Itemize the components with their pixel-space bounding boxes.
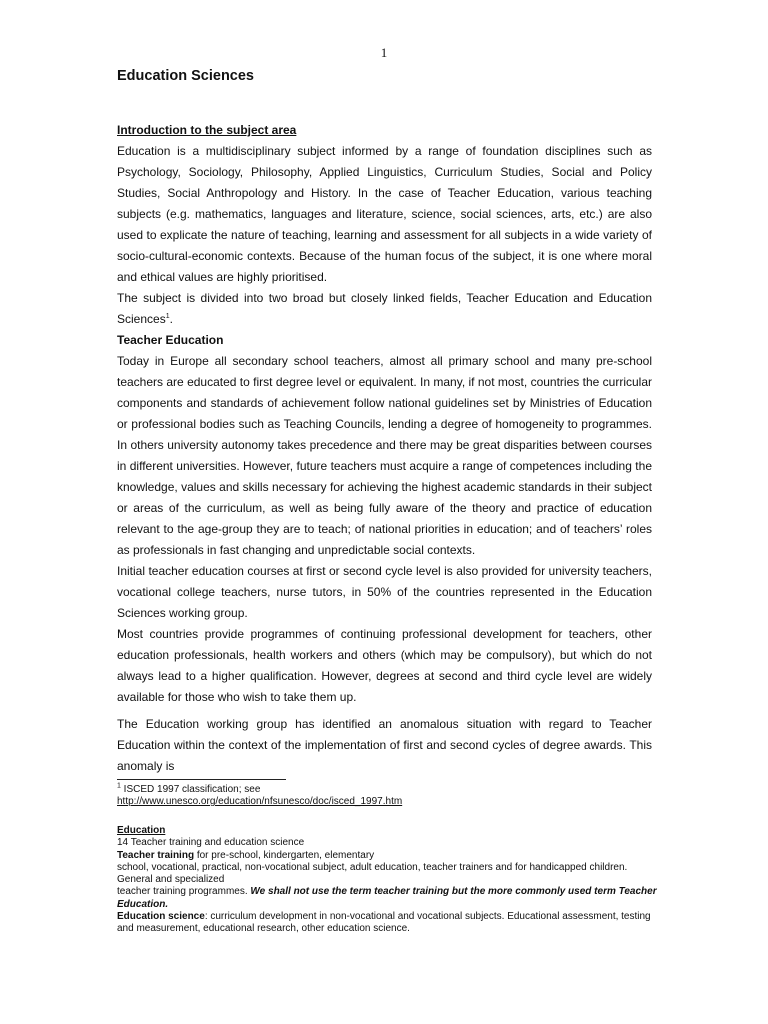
teacher-education-paragraph-2: Initial teacher education courses at first or second cycle level is also provided for university teachers, vocational college teachers, nurse tutors, in 50% of the countries represented in the Education Sciences working group. [117,564,652,620]
footnote-link[interactable]: http://www.unesco.org/education/nfsunesco/doc/isced_1997.htm [117,796,403,807]
classification-line-4-text: teacher training programmes. [117,886,251,898]
footnote-text: ISCED 1997 classification; see [120,784,261,795]
intro-paragraph-2-end: . [169,312,173,326]
intro-paragraph-2-text: The subject is divided into two broad but closely linked fields, Teacher Education and Education Sciences [117,291,652,326]
teacher-training-label: Teacher training [117,849,195,861]
classification-line-1: 14 Teacher training and education science [117,837,305,849]
intro-heading: Introduction to the subject area [117,123,297,137]
teacher-education-heading: Teacher Education [117,333,224,347]
page-number: 1 [380,45,388,60]
teacher-education-paragraph-3: Most countries provide programmes of continuing professional development for teachers, other education professionals, health workers and others (which may be compulsory), but which do not always lead to a higher qualification. However, degrees at second and third cycle level are widely available for those who wish to take them up. [117,627,652,704]
classification-heading: Education [117,825,166,836]
terminology-note: We shall not use the term teacher training but the more commonly used term Teacher Education. [117,886,657,910]
classification-line-3: school, vocational, practical, non-vocational subject, adult education, teacher trainers and for handicapped children. General and specialized [117,861,628,886]
classification-line-2 [117,850,657,862]
footnote-marker: 1 [117,782,121,790]
teacher-education-paragraph-4: The Education working group has identified an anomalous situation with regard to Teacher Education within the context of the implementation of first and second cycles of degree awards. This anomaly is [117,717,652,773]
classification-line-4 [117,886,657,911]
intro-paragraph-2 [117,288,652,330]
footnote-line [117,784,652,796]
footnote-divider [117,779,286,780]
page-title: Education Sciences [117,68,254,84]
footnote [117,784,652,808]
teacher-education-paragraph-1: Today in Europe all secondary school teachers, almost all primary school and many pre-school teachers are educated to first degree level or equivalent. In many, if not most, countries the curricular components and standards of achievement follow national guidelines set by Ministries of Education or professional bodies such as Teaching Councils, lending a degree of homogeneity to programmes. In others university autonomy takes precedence and there may be great disparities between courses in different universities. However, future teachers must acquire a range of competences including the knowledge, values and skills necessary for achieving the highest academic standards in their subject or areas of the curriculum, as well as being fully aware of the theory and practice of education relevant to the age-group they are to teach; of national priorities in education; and of teachers’ roles as professionals in fast changing and unpredictable social contexts. [117,354,652,557]
education-science-text: : curriculum development in non-vocational and vocational subjects. Educational assessment, testing and measurement, educational research, other education science. [117,911,651,935]
teacher-training-text: for pre-school, kindergarten, elementary [194,849,375,861]
classification-note [117,825,657,936]
education-science-label: Education science [117,911,205,923]
intro-paragraph-1: Education is a multidisciplinary subject informed by a range of foundation disciplines such as Psychology, Sociology, Philosophy, Applied Linguistics, Curriculum Studies, Social and Policy Studies, Social Anthropology and History. In the case of Teacher Education, various teaching subjects (e.g. mathematics, languages and literature, science, social sciences, arts, etc.) are also used to explicate the nature of teaching, learning and assessment for all subjects in a wide variety of socio-cultural-economic contexts. Because of the human focus of the subject, it is one where moral and ethical values are highly prioritised. [117,144,652,284]
footnote-reference: 1 [165,313,170,320]
classification-line-5 [117,911,657,936]
main-body [117,120,652,777]
